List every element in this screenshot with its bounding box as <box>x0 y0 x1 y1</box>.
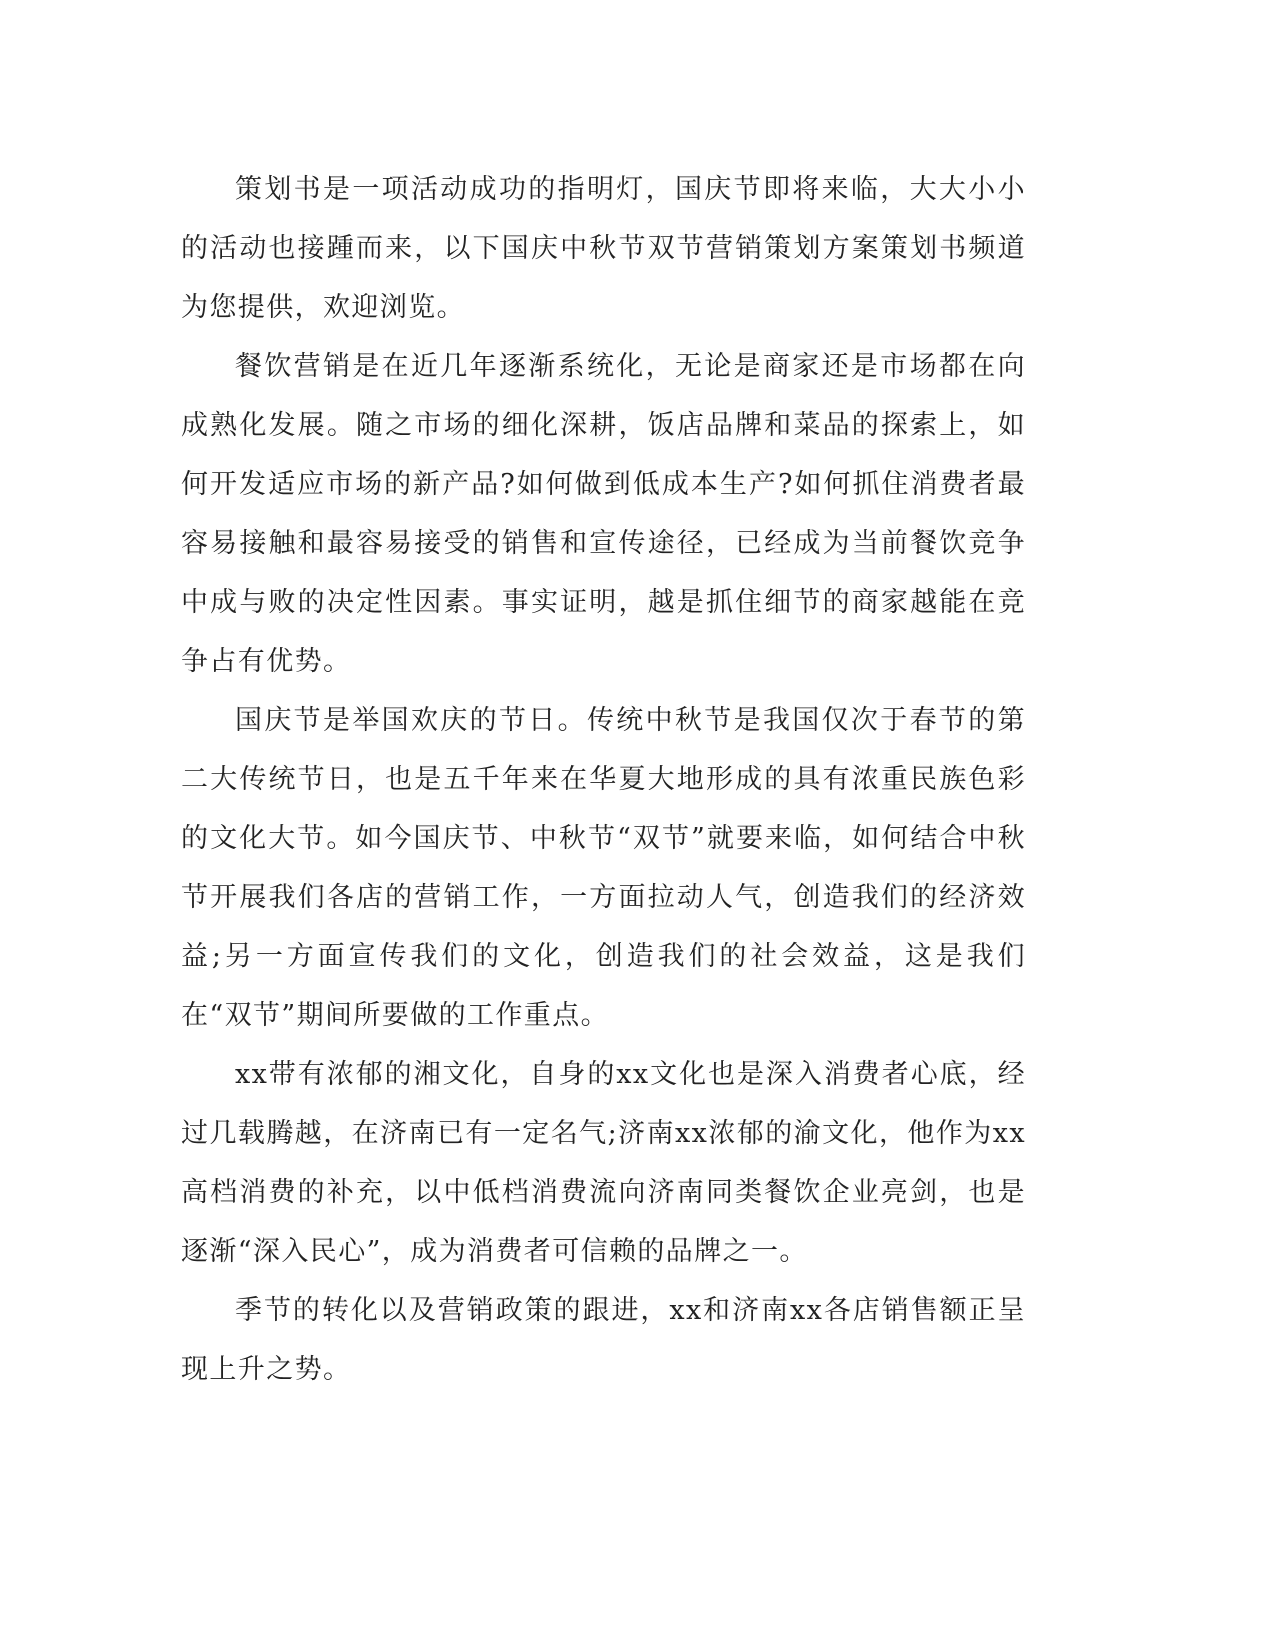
paragraph-catering-marketing: 餐饮营销是在近几年逐渐系统化，无论是商家还是市场都在向成熟化发展。随之市场的细化深耕，饭店品牌和菜品的探索上，如何开发适应市场的新产品?如何做到低成本生产?如何抓住消费者最容易接触和最容易接受的销售和宣传途径，已经成为当前餐饮竞争中成与败的决定性因素。事实证明，越是抓住细节的商家越能在竞争占有优势。 <box>181 351 1026 677</box>
paragraph-double-festival: 国庆节是举国欢庆的节日。传统中秋节是我国仅次于春节的第二大传统节日，也是五千年来在华夏大地形成的具有浓重民族色彩的文化大节。如今国庆节、中秋节“双节”就要来临，如何结合中秋节开展我们各店的营销工作，一方面拉动人气，创造我们的经济效益;另一方面宣传我们的文化，创造我们的社会效益，这是我们在“双节”期间所要做的工作重点。 <box>181 705 1026 1031</box>
paragraph-brand-culture: xx带有浓郁的湘文化，自身的xx文化也是深入消费者心底，经过几载腾越，在济南已有一定名气;济南xx浓郁的渝文化，他作为xx高档消费的补充，以中低档消费流向济南同类餐饮企业亮剑，也是逐渐“深入民心”，成为消费者可信赖的品牌之一。 <box>181 1059 1026 1267</box>
paragraph-sales-trend: 季节的转化以及营销政策的跟进，xx和济南xx各店销售额正呈现上升之势。 <box>181 1295 1026 1385</box>
document-body <box>181 160 1026 1399</box>
paragraph-intro: 策划书是一项活动成功的指明灯，国庆节即将来临，大大小小的活动也接踵而来，以下国庆中秋节双节营销策划方案策划书频道为您提供，欢迎浏览。 <box>181 174 1026 323</box>
